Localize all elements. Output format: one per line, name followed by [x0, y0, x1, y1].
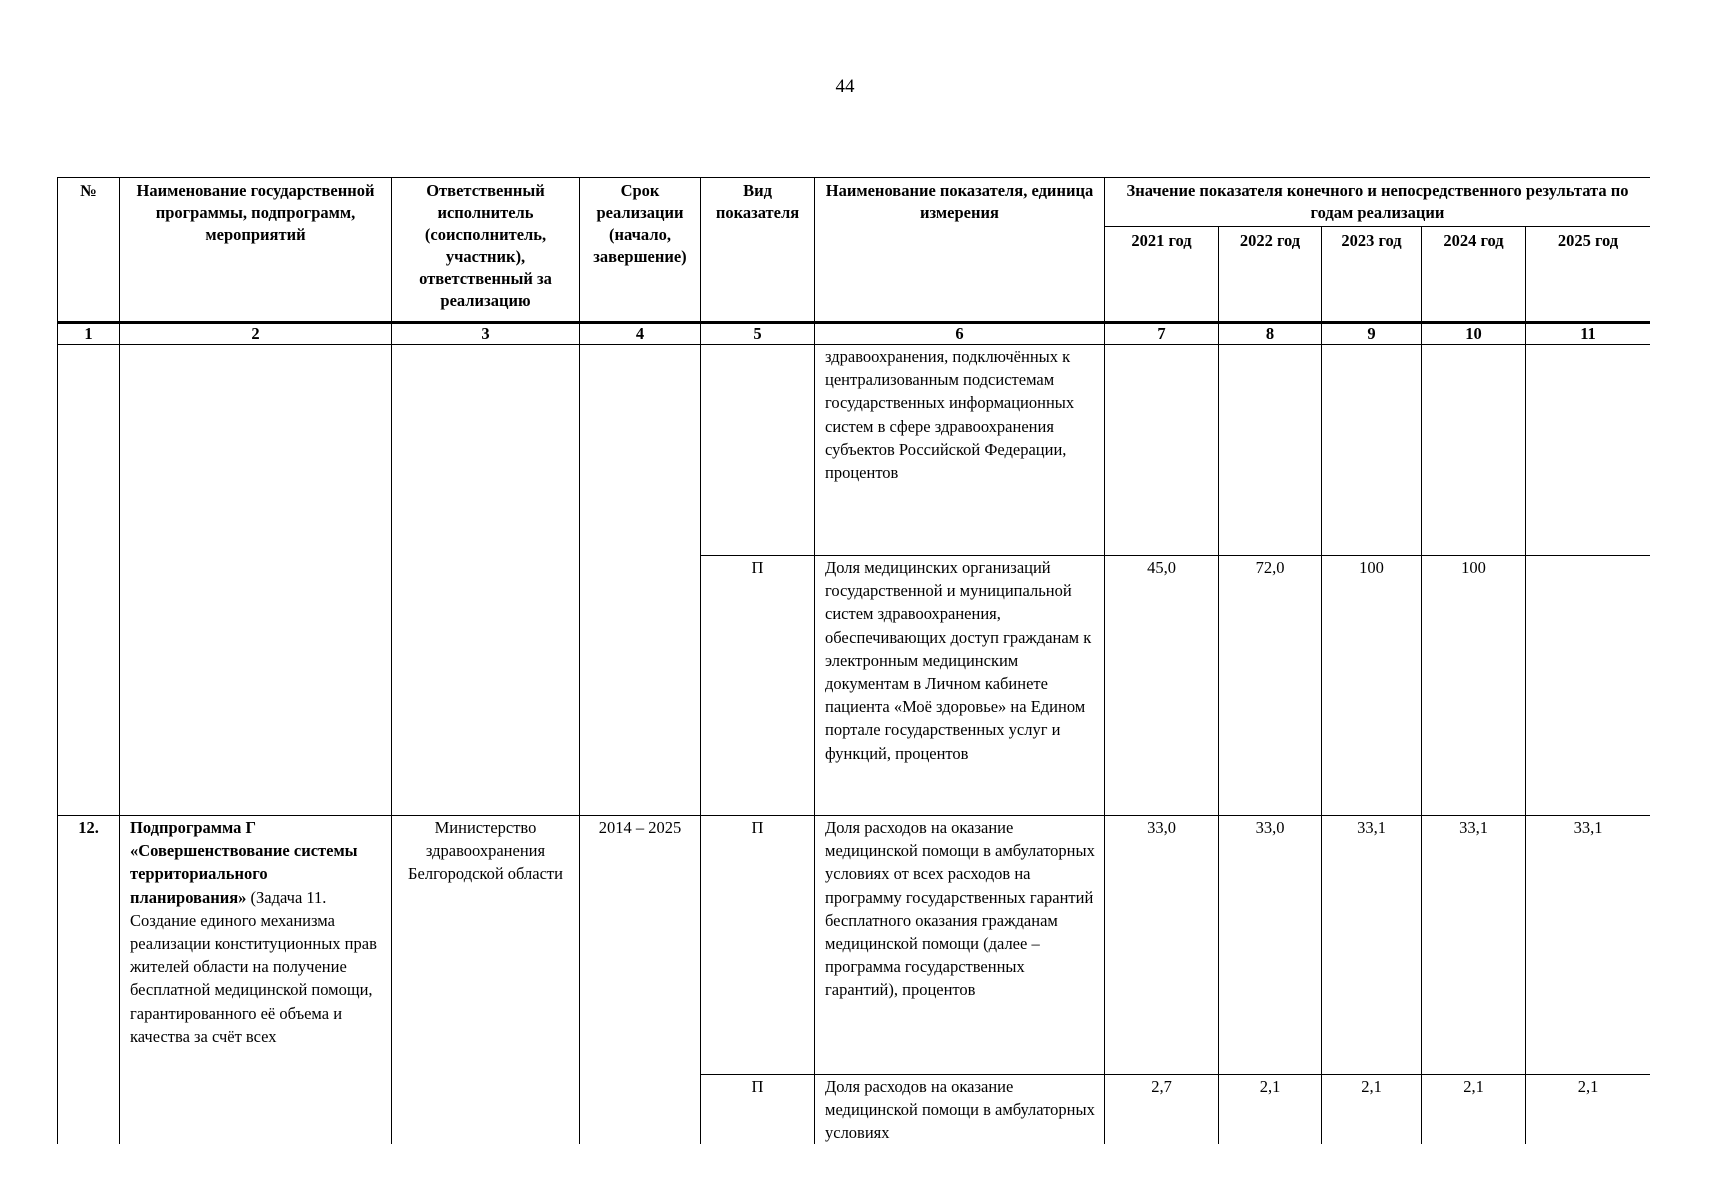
column-number: 2 [120, 323, 392, 345]
cell-indicator-kind: П [701, 816, 815, 1075]
subprogram-task: (Задача 11. Создание единого механизма реализации конституционных прав жителей области на получение бесплатной медицинской помощи, гарантированного её объема и качества за счёт всех [130, 887, 377, 1046]
cell-indicator-name: здравоохранения, подключённых к централизованным подсистемам государственных информационных систем в сфере здравоохранения субъектов Российской Федерации, процентов [815, 345, 1105, 556]
column-number: 8 [1219, 323, 1322, 345]
cell-value-2022: 33,0 [1219, 816, 1322, 1075]
table-row [58, 816, 1651, 1075]
cell-program-name [120, 816, 392, 1145]
column-number: 10 [1422, 323, 1526, 345]
header-indicator-name: Наименование показателя, единица измерения [815, 178, 1105, 323]
header-term: Срок реализации (начало, завершение) [580, 178, 701, 323]
cell-value-2021: 33,0 [1105, 816, 1219, 1075]
cell-number: 12. [58, 816, 120, 1145]
column-number: 1 [58, 323, 120, 345]
column-number: 3 [392, 323, 580, 345]
cell-value-2025 [1526, 345, 1651, 556]
column-number: 5 [701, 323, 815, 345]
header-year-2024: 2024 год [1422, 227, 1526, 323]
column-number: 7 [1105, 323, 1219, 345]
cell-term [580, 345, 701, 816]
cell-value-2022 [1219, 345, 1322, 556]
cell-value-2023 [1322, 345, 1422, 556]
header-executor: Ответственный исполнитель (соисполнитель, участник), ответственный за реализацию [392, 178, 580, 323]
cell-indicator-kind [701, 345, 815, 556]
column-numbers-row [58, 323, 1651, 345]
cell-executor [392, 345, 580, 816]
column-number: 6 [815, 323, 1105, 345]
cell-value-2025 [1526, 556, 1651, 816]
cell-value-2021 [1105, 345, 1219, 556]
cell-term: 2014 – 2025 [580, 816, 701, 1145]
cell-value-2024: 100 [1422, 556, 1526, 816]
header-year-2025: 2025 год [1526, 227, 1651, 323]
header-indicator-kind: Вид показателя [701, 178, 815, 323]
header-values-group: Значение показателя конечного и непосредственного результата по годам реализации [1105, 178, 1651, 227]
cell-value-2023: 2,1 [1322, 1075, 1422, 1145]
table-container [57, 177, 1650, 1144]
header-program-name: Наименование государственной программы, подпрограмм, мероприятий [120, 178, 392, 323]
cell-value-2024 [1422, 345, 1526, 556]
cell-value-2023: 100 [1322, 556, 1422, 816]
cell-value-2025: 33,1 [1526, 816, 1651, 1075]
header-year-2022: 2022 год [1219, 227, 1322, 323]
cell-value-2022: 72,0 [1219, 556, 1322, 816]
header-number: № [58, 178, 120, 323]
page-number: 44 [835, 76, 855, 97]
header-year-2023: 2023 год [1322, 227, 1422, 323]
subprogram-title: Подпрограмма Г «Совершенствование системы территориального планирования» [130, 818, 358, 907]
cell-indicator-kind: П [701, 1075, 815, 1145]
cell-indicator-name: Доля расходов на оказание медицинской помощи в амбулаторных условиях от всех расходов на программу государственных гарантий бесплатного оказания гражданам медицинской помощи (далее – программа государственных гарантий), процентов [815, 816, 1105, 1075]
cell-indicator-name: Доля расходов на оказание медицинской помощи в амбулаторных условиях [815, 1075, 1105, 1145]
indicators-table [57, 177, 1650, 1144]
cell-indicator-name: Доля медицинских организаций государственной и муниципальной систем здравоохранения, обеспечивающих доступ гражданам к электронным медицинским документам в Личном кабинете пациента «Моё здоровье» на Едином портале государственных услуг и функций, процентов [815, 556, 1105, 816]
cell-value-2025: 2,1 [1526, 1075, 1651, 1145]
cell-value-2022: 2,1 [1219, 1075, 1322, 1145]
column-number: 9 [1322, 323, 1422, 345]
cell-number [58, 345, 120, 816]
header-year-2021: 2021 год [1105, 227, 1219, 323]
cell-value-2024: 2,1 [1422, 1075, 1526, 1145]
cell-program-name [120, 345, 392, 816]
header-row-top [58, 178, 1651, 227]
cell-value-2021: 2,7 [1105, 1075, 1219, 1145]
cell-value-2021: 45,0 [1105, 556, 1219, 816]
cell-value-2024: 33,1 [1422, 816, 1526, 1075]
table-row [58, 345, 1651, 556]
cell-indicator-kind: П [701, 556, 815, 816]
cell-value-2023: 33,1 [1322, 816, 1422, 1075]
cell-executor: Министерство здравоохранения Белгородской области [392, 816, 580, 1145]
column-number: 4 [580, 323, 701, 345]
column-number: 11 [1526, 323, 1651, 345]
